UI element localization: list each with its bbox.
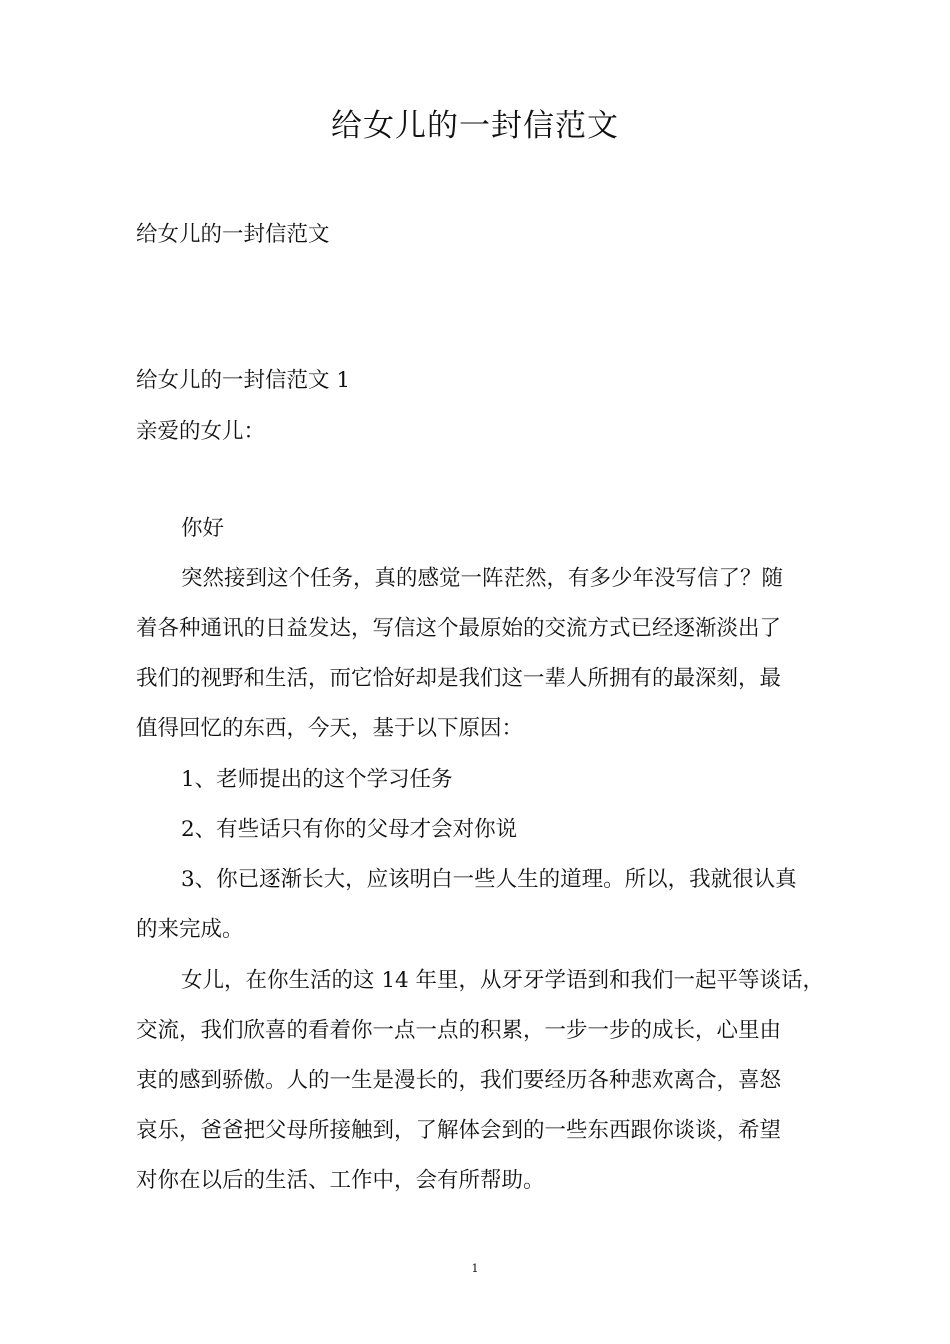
- list-item: 1、老师提出的这个学习任务: [181, 767, 453, 792]
- paragraph-line: 值得回忆的东西，今天，基于以下原因：: [136, 716, 524, 741]
- paragraph-line: 女儿，在你生活的这 14 年里，从牙牙学语到和我们一起平等谈话，: [181, 968, 825, 993]
- paragraph-line: 衷的感到骄傲。人的一生是漫长的，我们要经历各种悲欢离合，喜怒: [136, 1068, 782, 1093]
- list-item: 3、你已逐渐长大，应该明白一些人生的道理。所以，我就很认真: [181, 867, 797, 892]
- section-heading: 给女儿的一封信范文 1: [136, 368, 351, 393]
- paragraph-line: 突然接到这个任务，真的感觉一阵茫然，有多少年没写信了？随: [181, 566, 784, 591]
- paragraph-line: 我们的视野和生活，而它恰好却是我们这一辈人所拥有的最深刻，最: [136, 666, 782, 691]
- document-title: 给女儿的一封信范文: [331, 108, 619, 144]
- greeting: 你好: [181, 516, 225, 541]
- paragraph-line: 对你在以后的生活、工作中，会有所帮助。: [136, 1168, 545, 1193]
- paragraph-line: 交流，我们欣喜的看着你一点一点的积累，一步一步的成长，心里由: [136, 1018, 782, 1043]
- paragraph-line: 着各种通讯的日益发达，写信这个最原始的交流方式已经逐渐淡出了: [136, 616, 782, 641]
- list-item: 2、有些话只有你的父母才会对你说: [181, 817, 518, 842]
- salutation: 亲爱的女儿：: [136, 419, 266, 444]
- page-number: 1: [471, 1262, 479, 1275]
- paragraph-line: 哀乐，爸爸把父母所接触到，了解体会到的一些东西跟你谈谈，希望: [136, 1118, 782, 1143]
- paragraph-line: 的来完成。: [136, 917, 244, 942]
- document-subtitle: 给女儿的一封信范文: [136, 222, 330, 247]
